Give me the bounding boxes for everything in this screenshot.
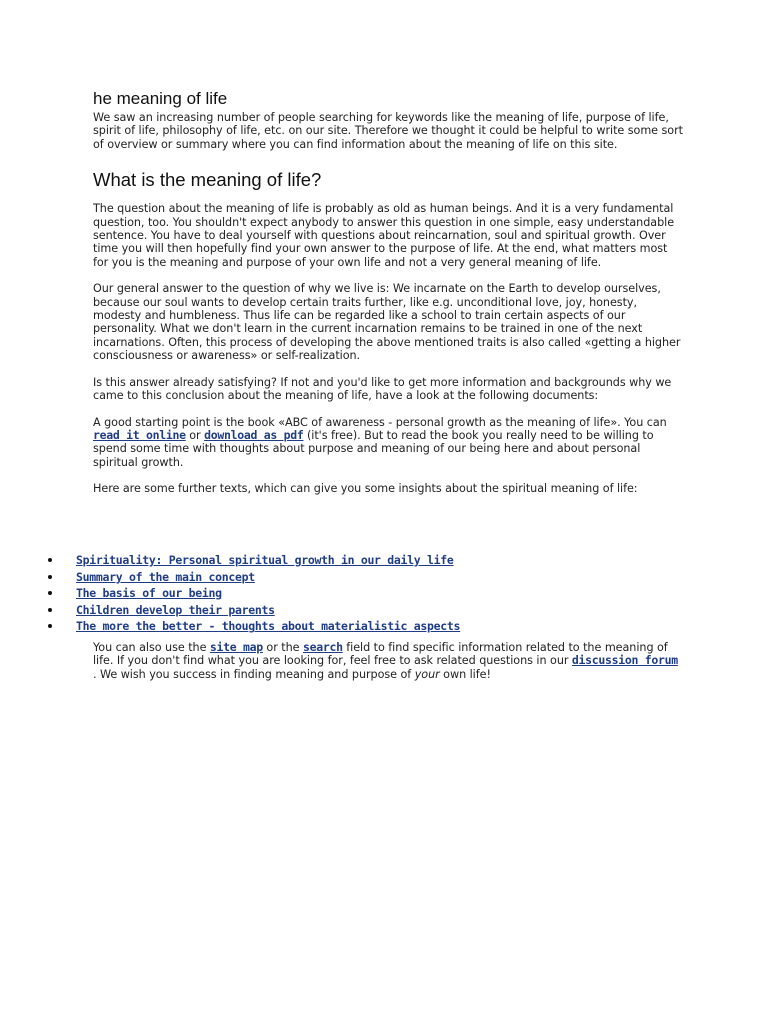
paragraph-2: Our general answer to the question of why we live is: We incarnate on the Earth to develop ourselves, because our soul wants to develop certain traits further, like e.g. unconditional love, joy, honesty, modesty and humbleness. Thus life can be regarded like a school to train certain aspects of our personality. What we don't learn in the current incarnation remains to be trained in one of the next incarnations. Often, this process of developing the above mentioned traits is also called «getting a higher consciousness or awareness» or self-realization. [93,282,681,363]
list-item [46,601,460,618]
paragraph-5: Here are some further texts, which can give you some insights about the spiritual meaning of life: [93,482,638,496]
list-item [46,584,460,601]
closing-text-1: You can also use the [93,641,210,654]
page-title: he meaning of life [93,89,228,108]
closing-text-4: . We wish you success in finding meaning and purpose of [93,667,415,681]
article [93,88,683,509]
closing-section [93,641,683,694]
link-spirituality[interactable]: Spirituality: Personal spiritual growth in our daily life [76,553,454,567]
link-basis[interactable]: The basis of our being [76,586,222,601]
paragraph-1: The question about the meaning of life is probably as old as human beings. And it is a very fundamental question, too. You shouldn't expect anybody to answer this question in one simple, easy understandable sentence. You have to deal yourself with questions about reincarnation, soul and spiritual growth. Over time you will then hopefully find your own answer to the purpose of life. At the end, what matters most for you is the meaning and purpose of your own life and not a very general meaning of life. [93,202,675,269]
bullet-icon [48,608,52,612]
closing-text-2: or the [262,641,303,654]
book-paragraph [93,416,683,470]
book-text-mid: or [185,428,205,442]
list-item [46,617,460,634]
documents-list [46,551,460,634]
read-online-link[interactable]: read it online [93,427,186,442]
site-map-link[interactable]: site map [209,640,263,654]
list-item [46,551,460,568]
bullet-icon [48,591,52,595]
closing-text-3: field to find specific information related to the meaning of life. If you don't find what you are looking for, feel free to ask related questions in our [93,641,668,668]
bullet-icon [48,575,52,579]
link-summary[interactable]: Summary of the main concept [76,569,255,584]
book-text-post: (it's free). But to read the book you really need to be willing to spend some time with thoughts about purpose and meaning of our being here and about personal spiritual growth. [93,428,654,469]
download-pdf-link[interactable]: download as pdf [204,427,304,442]
bullet-icon [48,558,52,562]
question-heading: What is the meaning of life? [93,169,322,191]
paragraph-3: Is this answer already satisfying? If not and you'd like to get more information and backgrounds why we came to this conclusion about the meaning of life, have a look at the following documents: [93,375,672,403]
search-link[interactable]: search [303,640,343,654]
intro-paragraph: We saw an increasing number of people searching for keywords like the meaning of life, purpose of life, spirit of life, philosophy of life, etc. on our site. Therefore we thought it could be helpful to write some sort of overview or summary where you can find information about the meaning of life on this site. [93,111,683,151]
discussion-forum-link[interactable]: discussion forum [571,653,678,668]
link-materialistic[interactable]: The more the better - thoughts about materialistic aspects [76,619,461,634]
bullet-icon [48,624,52,628]
list-item [46,568,460,585]
book-text-pre: A good starting point is the book «ABC of awareness - personal growth as the meaning of life». You can [93,415,667,429]
closing-paragraph [93,641,683,681]
closing-emphasis: your [414,667,440,681]
link-children[interactable]: Children develop their parents [76,602,275,617]
closing-text-5: own life! [439,667,491,681]
